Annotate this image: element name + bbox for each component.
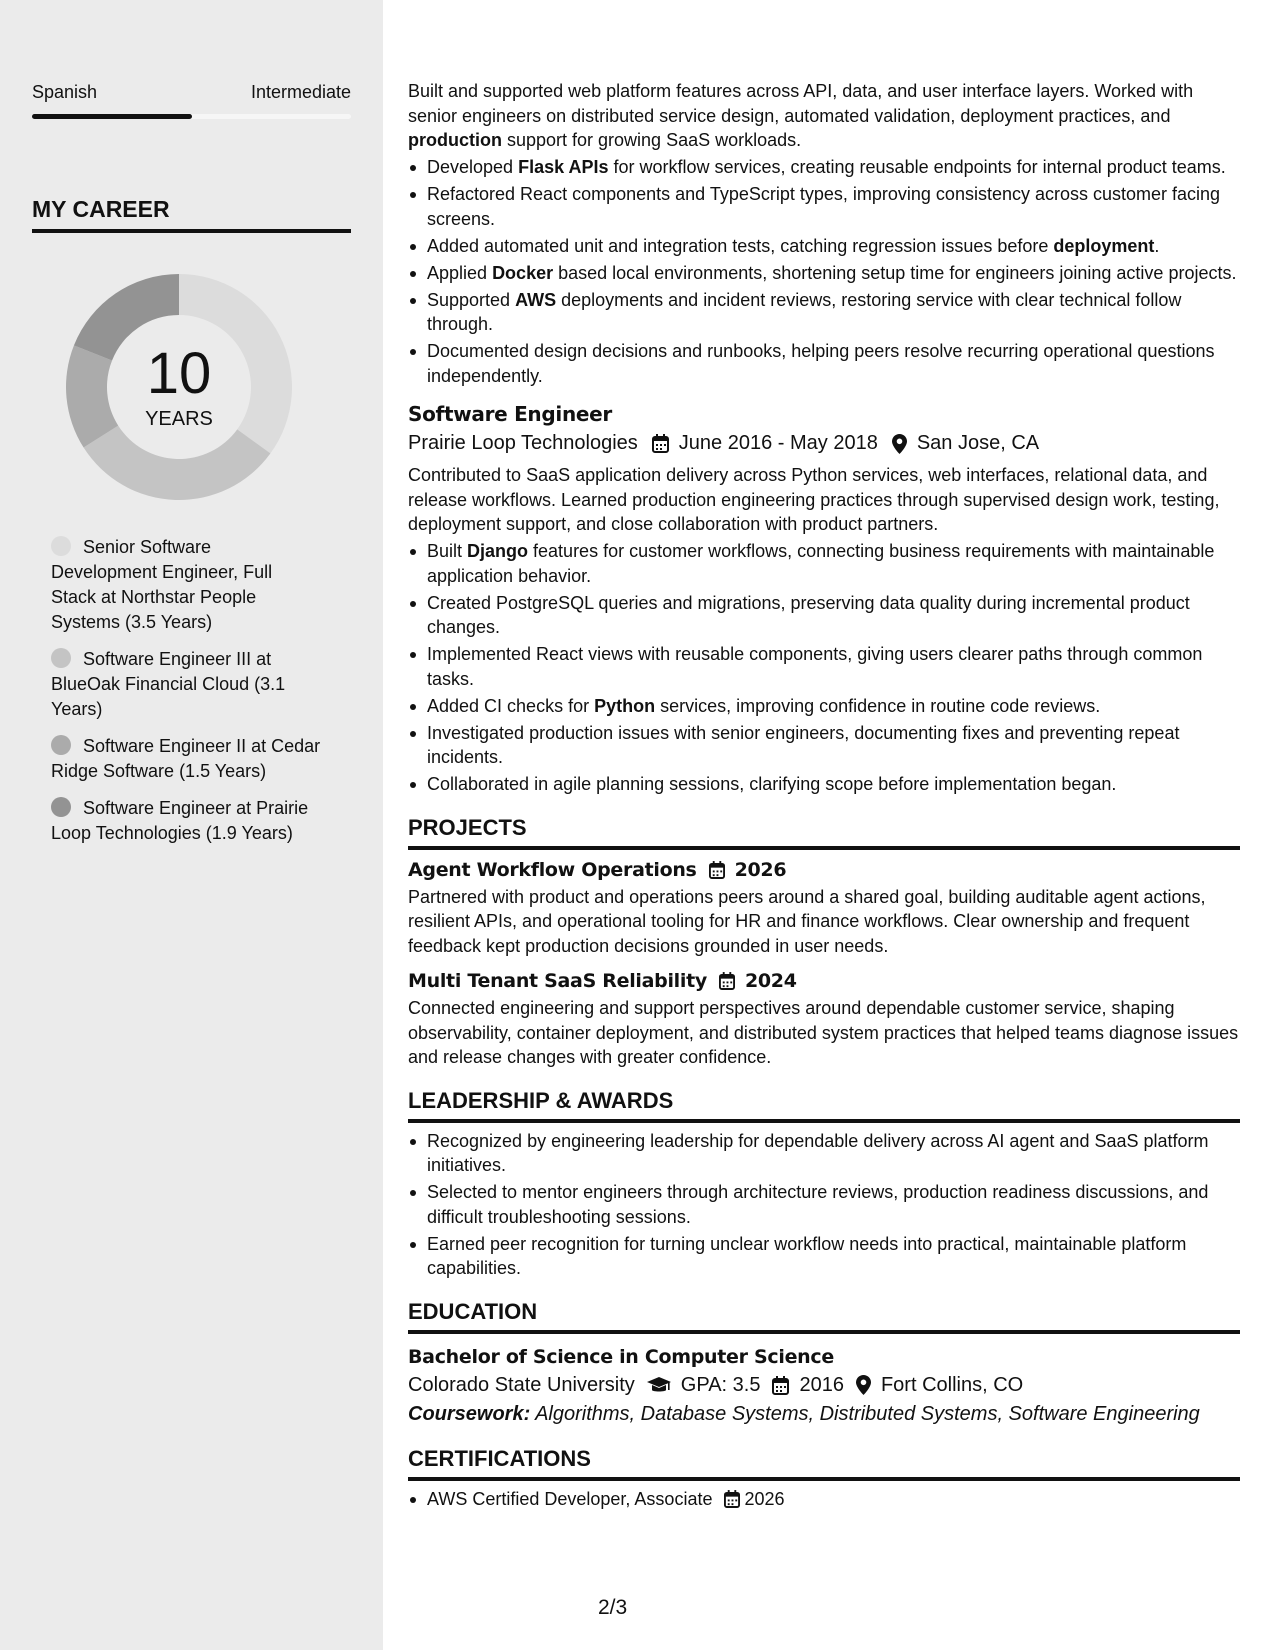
bullet-item xyxy=(408,772,1240,797)
language-level: Intermediate xyxy=(250,82,351,102)
bullet-text: Refactored React components and TypeScript types, improving consistency across customer facing screens. xyxy=(427,184,1221,229)
language-proficiency-fill xyxy=(32,114,192,119)
bullet-text: Built xyxy=(427,541,468,561)
bullet-item xyxy=(408,721,1240,770)
leadership-bullets xyxy=(408,1129,1240,1281)
career-legend-item xyxy=(51,734,321,784)
project-year: 2026 xyxy=(734,858,787,881)
bullet-item xyxy=(408,261,1240,286)
bullet-text: for workflow services, creating reusable endpoints for internal product teams. xyxy=(608,157,1226,177)
school-name: Colorado State University xyxy=(408,1373,635,1396)
job-company: Prairie Loop Technologies xyxy=(408,432,638,454)
project-title-row xyxy=(408,859,1240,881)
bullet-item: Earned peer recognition for turning unclear workflow needs into practical, maintainable platform capabilities. xyxy=(408,1232,1240,1281)
calendar-icon xyxy=(652,434,669,453)
project-year: 2024 xyxy=(744,970,797,992)
coursework-label: Coursework: xyxy=(408,1402,531,1425)
career-heading: MY CAREER xyxy=(32,196,351,233)
job-summary: Contributed to SaaS application delivery across Python services, web interfaces, relational data, and release workflows. Learned production engineering practices through supervised design work, testing, deployment support, and close collaboration with product partners. xyxy=(408,465,1220,534)
bullet-text: Supported xyxy=(427,289,516,310)
bullet-item xyxy=(408,288,1240,337)
career-legend-item xyxy=(51,647,321,722)
school-location: Fort Collins, CO xyxy=(880,1373,1024,1396)
bullet-item xyxy=(408,182,1240,231)
bullet-text: Implemented React views with reusable components, giving users clearer paths through common tasks. xyxy=(427,644,1203,689)
bullet-item: Recognized by engineering leadership for dependable delivery across AI agent and SaaS platform initiatives. xyxy=(408,1129,1240,1178)
bullet-text: Documented design decisions and runbooks, helping peers resolve recurring operational questions independently. xyxy=(427,341,1215,386)
bullet-text: Added automated unit and integration tests, catching regression issues before xyxy=(427,235,1054,256)
summary-text: Built and supported web platform features across API, data, and user interface layers. Worked with senior engineers on distributed service design, automated validation, deployment practices, and xyxy=(408,81,1194,126)
bullet-text: services, improving confidence in routine code reviews. xyxy=(655,695,1101,716)
coursework-list: Algorithms, Database Systems, Distributed Systems, Software Engineering xyxy=(530,1402,1200,1425)
project-title-row xyxy=(408,970,1240,992)
map-pin-icon xyxy=(892,434,907,454)
previous-job-summary xyxy=(408,79,1240,153)
bullet-text: Applied xyxy=(427,262,493,283)
main-content xyxy=(408,0,1240,1650)
language-proficiency-bar xyxy=(32,114,351,119)
bullet-item xyxy=(408,591,1240,640)
legend-text: Software Engineer III at BlueOak Financial Cloud (3.1 Years) xyxy=(51,649,286,719)
certifications-heading: CERTIFICATIONS xyxy=(408,1446,1240,1481)
career-total xyxy=(66,274,292,500)
bullet-item xyxy=(408,339,1240,388)
legend-dot xyxy=(51,797,71,817)
certification-item xyxy=(408,1487,1240,1512)
legend-text: Software Engineer II at Cedar Ridge Software (1.5 Years) xyxy=(51,736,321,781)
job-meta xyxy=(408,432,1240,455)
calendar-icon xyxy=(719,972,735,990)
graduation-year: 2016 xyxy=(799,1373,844,1396)
coursework xyxy=(408,1403,1240,1426)
graduation-cap-icon xyxy=(647,1376,671,1394)
bullet-item xyxy=(408,234,1240,259)
legend-text: Software Engineer at Prairie Loop Technologies (1.9 Years) xyxy=(51,798,309,843)
bullet-text: based local environments, shortening setup time for engineers joining active projects. xyxy=(553,262,1237,283)
summary-keyword: production xyxy=(408,130,502,150)
page-number: 2/3 xyxy=(598,1596,628,1619)
degree-title: Bachelor of Science in Computer Science xyxy=(408,1345,834,1368)
calendar-icon xyxy=(772,1376,789,1395)
calendar-icon xyxy=(709,861,725,879)
bullet-item xyxy=(408,539,1240,588)
legend-dot xyxy=(51,648,71,668)
career-legend xyxy=(51,535,321,858)
job-title: Software Engineer xyxy=(408,402,612,426)
legend-dot xyxy=(51,536,71,556)
certification-name: AWS Certified Developer, Associate xyxy=(427,1488,713,1509)
certification-year: 2026 xyxy=(744,1488,785,1509)
bullet-text: Collaborated in agile planning sessions, clarifying scope before implementation began. xyxy=(427,774,1117,794)
language-row xyxy=(32,82,351,103)
bullet-keyword: Flask APIs xyxy=(518,157,609,177)
previous-job-bullets xyxy=(408,155,1240,388)
bullet-text: Developed xyxy=(427,157,519,177)
education-heading: EDUCATION xyxy=(408,1299,1240,1334)
bullet-text: deployments and incident reviews, restoring service with clear technical follow through. xyxy=(427,289,1182,334)
job-dates: June 2016 - May 2018 xyxy=(678,432,878,454)
summary-text: support for growing SaaS workloads. xyxy=(501,130,802,150)
bullet-item xyxy=(408,642,1240,691)
project-title: Multi Tenant SaaS Reliability xyxy=(408,970,707,992)
bullet-keyword: Django xyxy=(467,541,529,561)
projects-heading: PROJECTS xyxy=(408,815,1240,850)
bullet-keyword: deployment xyxy=(1053,235,1155,256)
career-total-unit: YEARS xyxy=(145,407,213,430)
project-title: Agent Workflow Operations xyxy=(408,858,697,881)
project-description: Connected engineering and support perspectives around dependable customer service, shaping observability, container deployment, and distributed system practices that helped teams diagnose issues and release changes with greater confidence. xyxy=(408,998,1239,1067)
calendar-icon xyxy=(724,1490,740,1508)
career-total-number: 10 xyxy=(146,340,212,406)
bullet-text: features for customer workflows, connecting business requirements with maintainable application behavior. xyxy=(427,541,1215,586)
career-legend-item xyxy=(51,796,321,846)
leadership-heading: LEADERSHIP & AWARDS xyxy=(408,1088,1240,1123)
bullet-item: Selected to mentor engineers through architecture reviews, production readiness discussions, and difficult troubleshooting sessions. xyxy=(408,1180,1240,1229)
education-meta xyxy=(408,1374,1240,1397)
gpa: GPA: 3.5 xyxy=(680,1373,761,1396)
bullet-keyword: Docker xyxy=(492,262,554,283)
bullet-text: Added CI checks for xyxy=(427,695,595,716)
job-location: San Jose, CA xyxy=(916,432,1040,454)
legend-text: Senior Software Development Engineer, Full Stack at Northstar People Systems (3.5 Years) xyxy=(51,537,273,632)
legend-dot xyxy=(51,735,71,755)
map-pin-icon xyxy=(856,1375,871,1395)
bullet-item xyxy=(408,155,1240,180)
bullet-keyword: Python xyxy=(594,695,656,716)
bullet-keyword: AWS xyxy=(515,289,557,310)
bullet-text: Created PostgreSQL queries and migrations, preserving data quality during incremental product changes. xyxy=(427,592,1190,637)
career-legend-item xyxy=(51,535,321,635)
bullet-text: . xyxy=(1154,235,1160,256)
job-bullets xyxy=(408,539,1240,797)
bullet-item xyxy=(408,694,1240,719)
bullet-text: Investigated production issues with senior engineers, documenting fixes and preventing repeat incidents. xyxy=(427,722,1180,767)
language-name: Spanish xyxy=(32,82,98,102)
sidebar xyxy=(0,0,383,1650)
certifications-list xyxy=(408,1487,1240,1512)
project-description: Partnered with product and operations peers around a shared goal, building auditable agent actions, resilient APIs, and operational tooling for HR and finance workflows. Clear ownership and frequent feedback kept production decisions grounded in user needs. xyxy=(408,886,1206,956)
